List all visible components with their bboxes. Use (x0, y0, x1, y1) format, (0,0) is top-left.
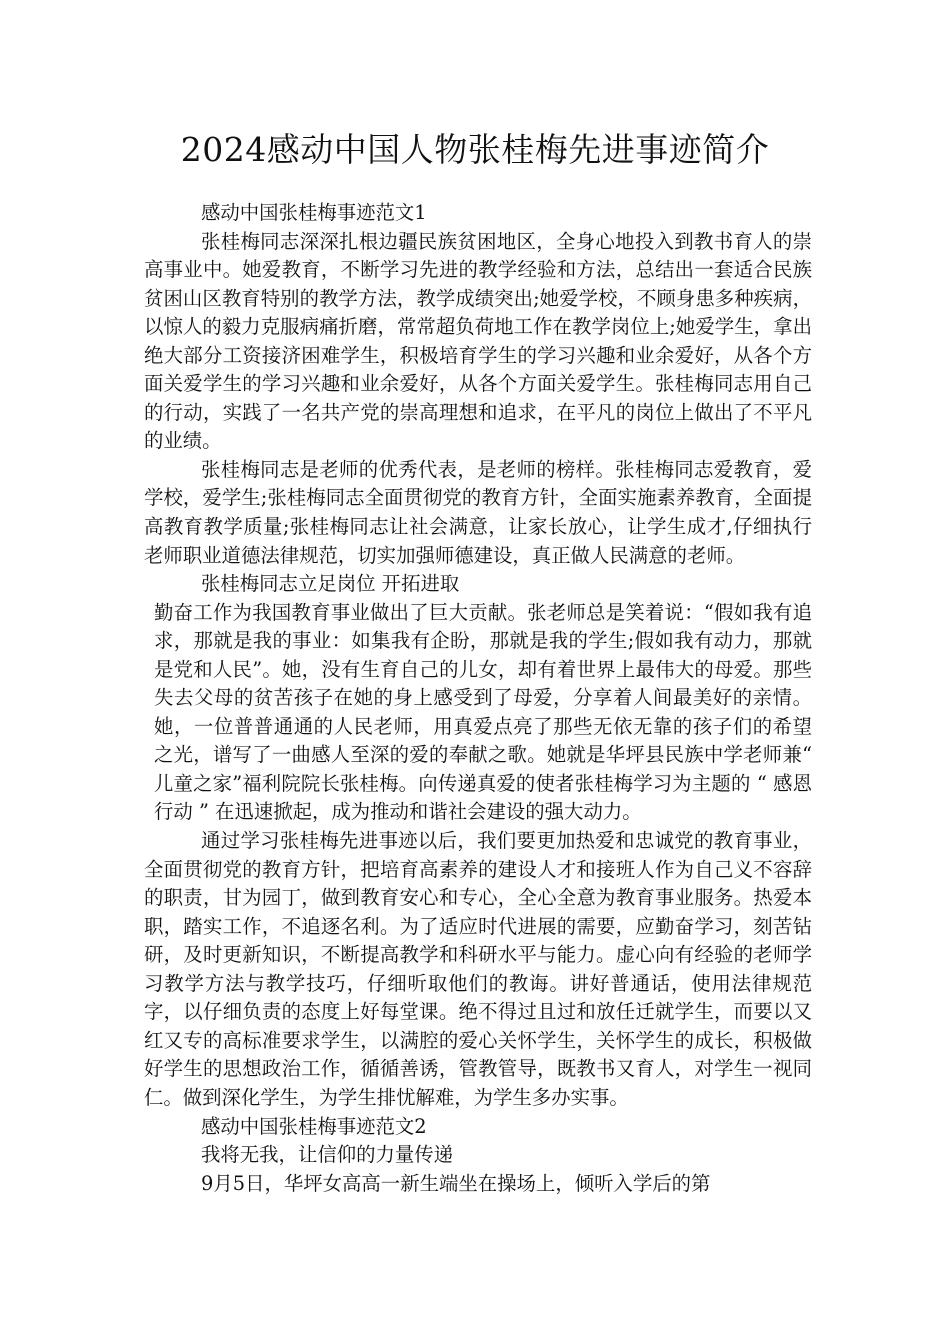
subheading-faith: 我将无我，让信仰的力量传递 (201, 1143, 454, 1167)
document-body (144, 199, 812, 1198)
section-heading-2: 感动中国张桂梅事迹范文2 (201, 1114, 427, 1138)
paragraph-2: 张桂梅同志是老师的优秀代表，是老师的榜样。张桂梅同志爱教育，爱学校，爱学生;张桂梅同志全面贯彻党的教育方针，全面实施素养教育，全面提高教育教学质量;张桂梅同志让社会满意，让家长放心，让学生成才,仔细执行老师职业道德法律规范，切实加强师德建设，真正做人民满意的老师。 (144, 457, 812, 567)
paragraph-4: 通过学习张桂梅先进事迹以后，我们要更加热爱和忠诚党的教育事业，全面贯彻党的教育方针，把培育高素养的建设人才和接班人作为自己义不容辞的职责，甘为园丁，做到教育安心和专心，全心全意为教育事业服务。热爱本职，踏实工作，不追逐名利。为了适应时代进展的需要，应勤奋学习，刻苦钻研，及时更新知识，不断提高教学和科研水平与能力。虚心向有经验的老师学习教学方法与教学技巧，仔细听取他们的教诲。讲好普通话，使用法律规范字，以仔细负责的态度上好每堂课。绝不得过且过和放任迁就学生，而要以又红又专的高标准要求学生，以满腔的爱心关怀学生，关怀学生的成长，积极做好学生的思想政治工作，循循善诱，管教管导，既教书又育人，对学生一视同仁。做到深化学生，为学生排忧解难，为学生多办实事。 (144, 829, 812, 1109)
document-title: 2024感动中国人物张桂梅先进事迹简介 (180, 130, 770, 169)
section-heading-1: 感动中国张桂梅事迹范文1 (201, 201, 427, 224)
paragraph-3: 勤奋工作为我国教育事业做出了巨大贡献。张老师总是笑着说：“假如我有追求，那就是我的事业：如集我有企盼，那就是我的学生;假如我有动力，那就是党和人民”。她，没有生育自己的儿女，却有着世界上最伟大的母爱。那些失去父母的贫苦孩子在她的身上感受到了母爱，分享着人间最美好的亲情。她，一位普普通通的人民老师，用真爱点亮了那些无依无靠的孩子们的希望之光，谱写了一曲感人至深的爱的奉献之歌。她就是华坪县民族中学老师兼“ 儿童之家”福利院院长张桂梅。向传递真爱的使者张桂梅学习为主题的 “ 感恩行动 ” 在迅速掀起，成为推动和谐社会建设的强大动力。 (154, 600, 812, 824)
paragraph-5: 9月5日，华坪女高高一新生端坐在操场上，倾听入学后的第 (201, 1171, 711, 1195)
paragraph-1: 张桂梅同志深深扎根边疆民族贫困地区，全身心地投入到教书育人的崇高事业中。她爱教育，不断学习先进的教学经验和方法，总结出一套适合民族贫困山区教育特别的教学方法，教学成绩突出;她爱学校，不顾身患多种疾病，以惊人的毅力克服病痛折磨，常常超负荷地工作在教学岗位上;她爱学生，拿出绝大部分工资接济困难学生，积极培育学生的学习兴趣和业余爱好，从各个方面关爱学生的学习兴趣和业余爱好，从各个方面关爱学生。张桂梅同志用自己的行动，实践了一名共产党的崇高理想和追求，在平凡的岗位上做出了不平凡的业绩。 (144, 229, 812, 453)
subheading-stand-firm: 张桂梅同志立足岗位 开拓进取 (201, 572, 460, 596)
